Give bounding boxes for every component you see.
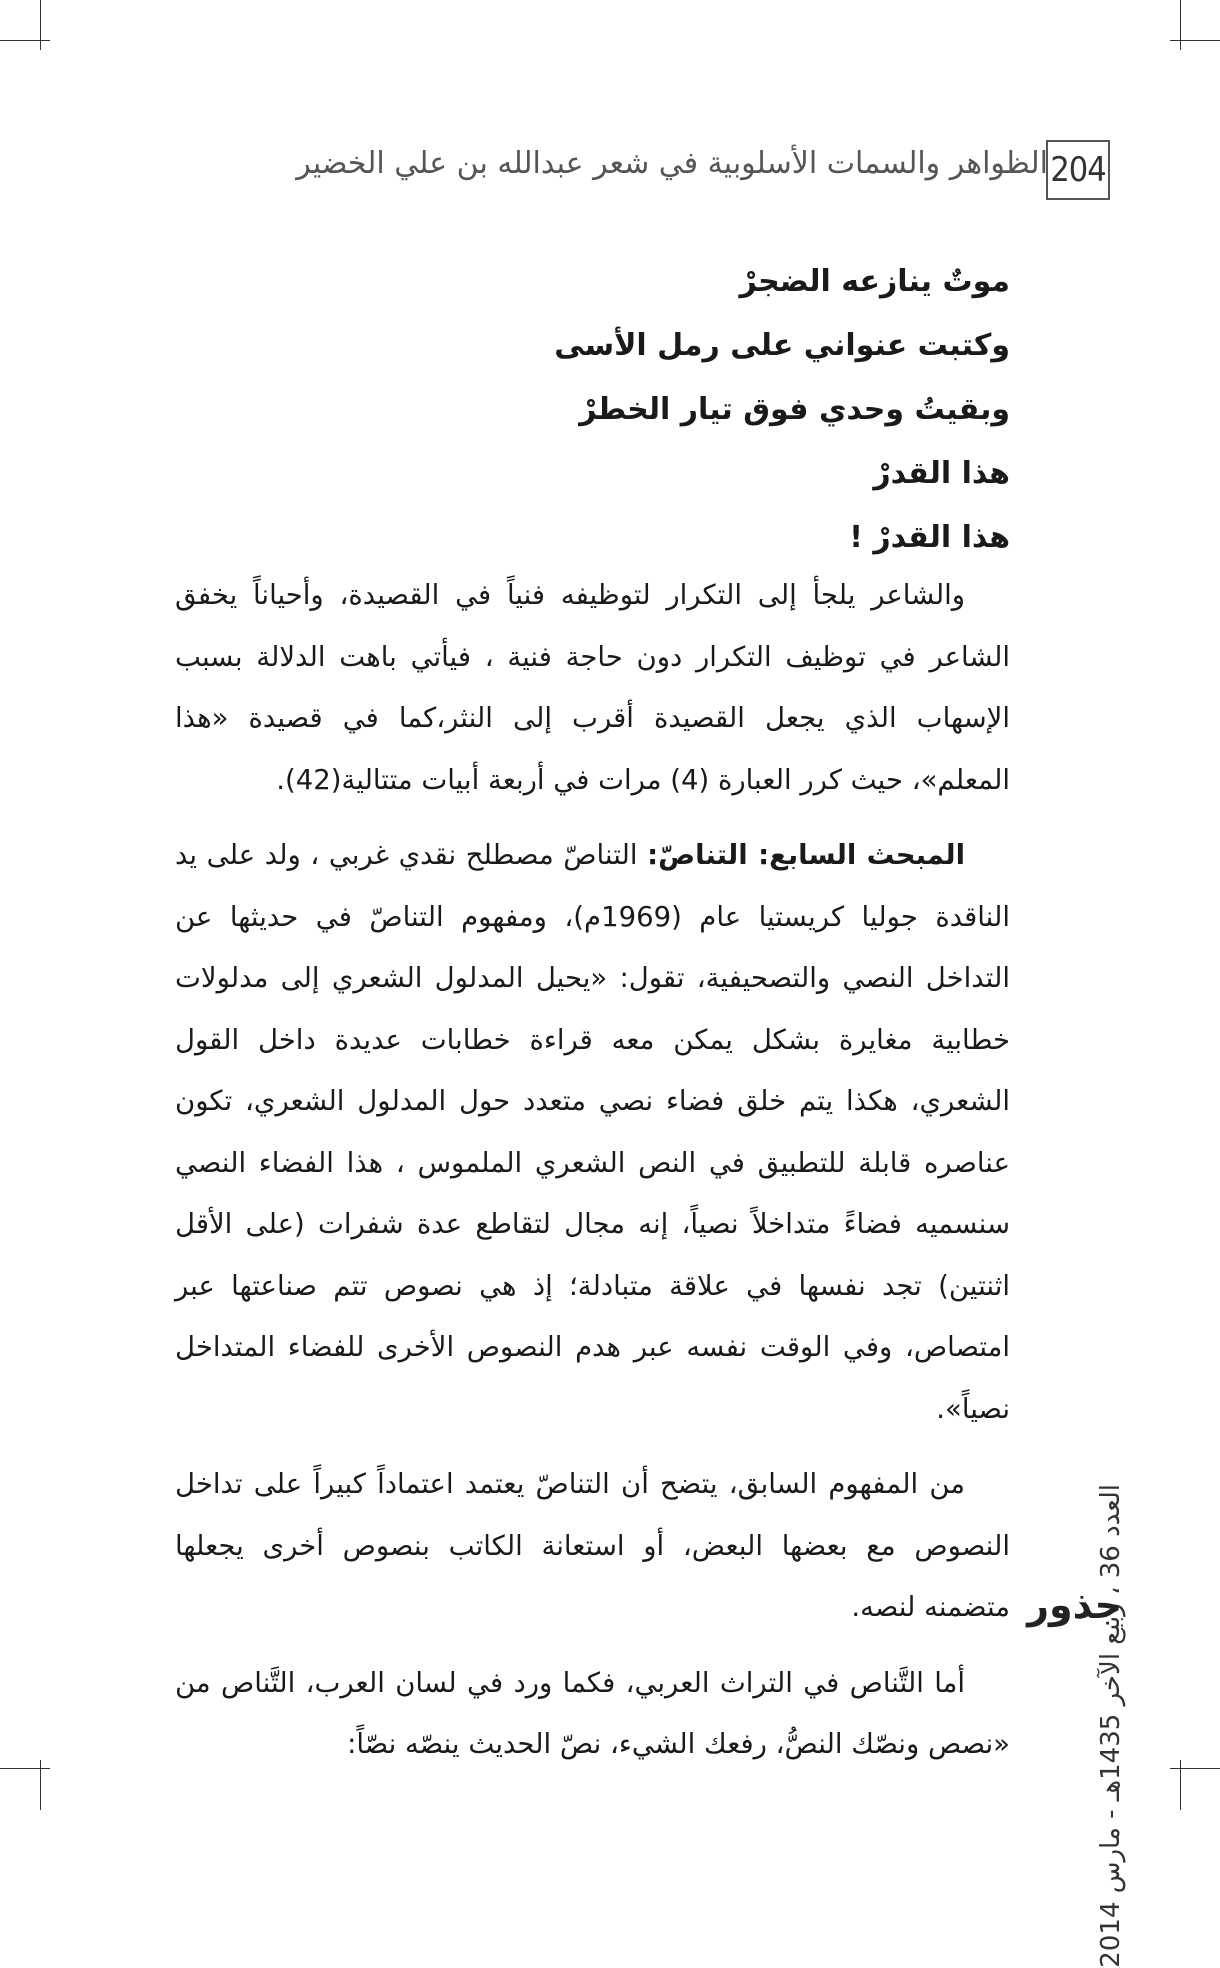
journal-logo: جذور	[1027, 1583, 1122, 1627]
crop-mark	[0, 1768, 50, 1769]
issue-info: العدد 36 ، ربيع الآخر 1435هـ - مارس 2014	[1096, 1484, 1126, 1968]
paragraph	[175, 565, 1010, 811]
paragraph	[175, 1653, 1010, 1776]
paragraph-text: أما التَّناص في التراث العربي، فكما ورد في لسان العرب، التَّناص من «نصص ونصّك النصُّ، رفعك الشيء، نصّ الحديث ينصّه نصّاً:	[175, 1666, 1010, 1760]
poem-line: هذا القدرْ !	[849, 520, 1010, 555]
poem-line: وبقيتُ وحدي فوق تيار الخطرْ	[579, 392, 1010, 427]
crop-mark	[1170, 1768, 1220, 1769]
crop-mark	[40, 0, 41, 50]
page-number: 204	[1046, 140, 1110, 200]
poem-line: موتٌ ينازعه الضجرْ	[739, 264, 1010, 299]
body-text	[175, 565, 1010, 1790]
poem-excerpt	[190, 250, 1010, 570]
running-title: الظواهر والسمات الأسلوبية في شعر عبدالله بن علي الخضير	[296, 146, 1048, 181]
poem-line: هذا القدرْ	[873, 456, 1010, 491]
paragraph-text: من المفهوم السابق، يتضح أن التناصّ يعتمد اعتماداً كبيراً على تداخل النصوص مع بعضها البعض، أو استعانة الكاتب بنصوص أخرى يجعلها متضمنه لنصه.	[175, 1468, 1010, 1623]
crop-mark	[0, 40, 50, 41]
poem-line: وكتبت عنواني على رمل الأسى	[554, 328, 1010, 363]
paragraph-text: التناصّ مصطلح نقدي غربي ، ولد على يد الناقدة جوليا كريستيا عام (1969م)، ومفهوم التناصّ في حديثها عن التداخل النصي والتصحيفية، تقول: «يحيل المدلول الشعري إلى مدلولات خطابية مغايرة بشكل يمكن معه قراءة خطابات عديدة داخل القول الشعري، هكذا يتم خلق فضاء نصي متعدد حول المدلول الشعري، تكون عناصره قابلة للتطبيق في النص الشعري الملموس ، هذا الفضاء النصي سنسميه فضاءً متداخلاً نصياً، إنه مجال لتقاطع عدة شفرات (على الأقل اثنتين) تجد نفسها في علاقة متبادلة؛ إذ هي نصوص تتم صناعتها عبر امتصاص، وفي الوقت نفسه عبر هدم النصوص الأخرى للفضاء المتداخل نصياً».	[175, 839, 1011, 1425]
paragraph-text: والشاعر يلجأ إلى التكرار لتوظيفه فنياً في القصيدة، وأحياناً يخفق الشاعر في توظيف التكرار دون حاجة فنية ، فيأتي باهت الدلالة بسبب الإسهاب الذي يجعل القصيدة أقرب إلى النثر،كما في قصيدة «هذا المعلم»، حيث كرر العبارة (4) مرات في أربعة أبيات متتالية(42).	[175, 579, 1010, 796]
crop-mark	[1170, 40, 1220, 41]
paragraph	[175, 825, 1010, 1440]
section-heading: المبحث السابع: التناصّ:	[647, 839, 966, 871]
crop-mark	[1180, 0, 1181, 50]
paragraph	[175, 1454, 1010, 1639]
